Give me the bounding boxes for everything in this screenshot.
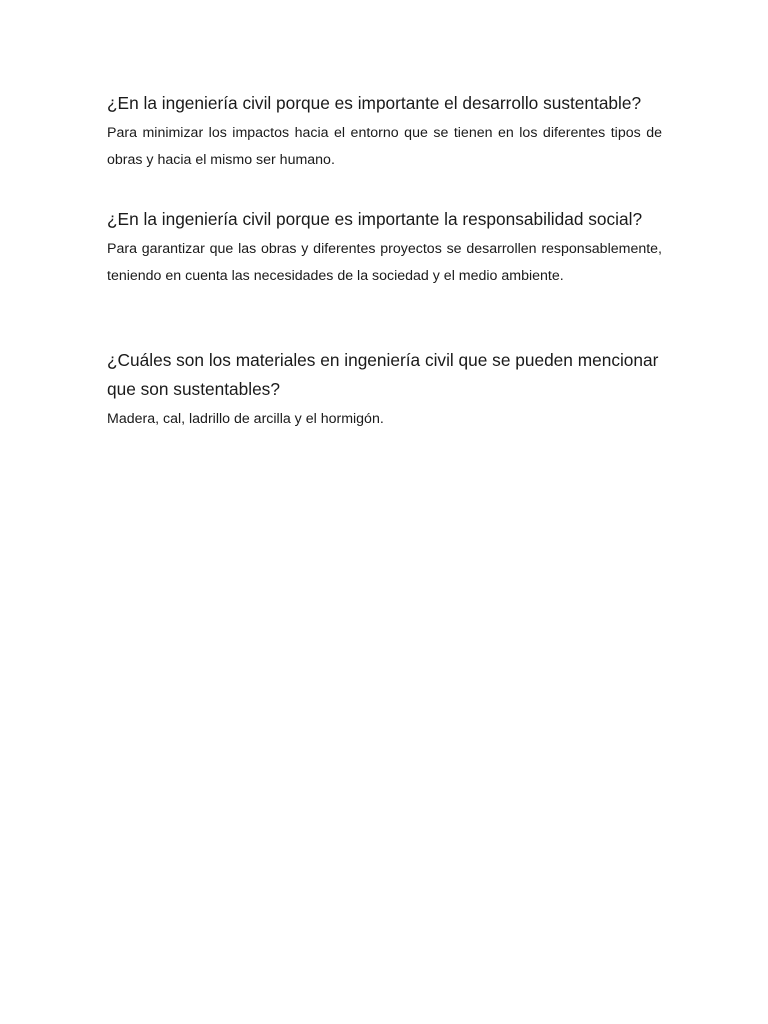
qa-block-social-responsibility	[107, 205, 662, 289]
question-heading: ¿En la ingeniería civil porque es importante la responsabilidad social?	[107, 209, 643, 229]
question-heading: ¿En la ingeniería civil porque es importante el desarrollo sustentable?	[107, 93, 642, 113]
qa-block-sustainable-materials	[107, 346, 662, 433]
question-heading: ¿Cuáles son los materiales en ingeniería civil que se pueden mencionar que son sustentables?	[107, 350, 659, 399]
answer-text: Madera, cal, ladrillo de arcilla y el hormigón.	[107, 411, 384, 427]
qa-block-sustainable-development	[107, 89, 662, 173]
answer-text: Para garantizar que las obras y diferentes proyectos se desarrollen responsablemente, teniendo en cuenta las necesidades de la sociedad y el medio ambiente.	[107, 241, 662, 284]
answer-text: Para minimizar los impactos hacia el entorno que se tienen en los diferentes tipos de obras y hacia el mismo ser humano.	[107, 125, 662, 168]
